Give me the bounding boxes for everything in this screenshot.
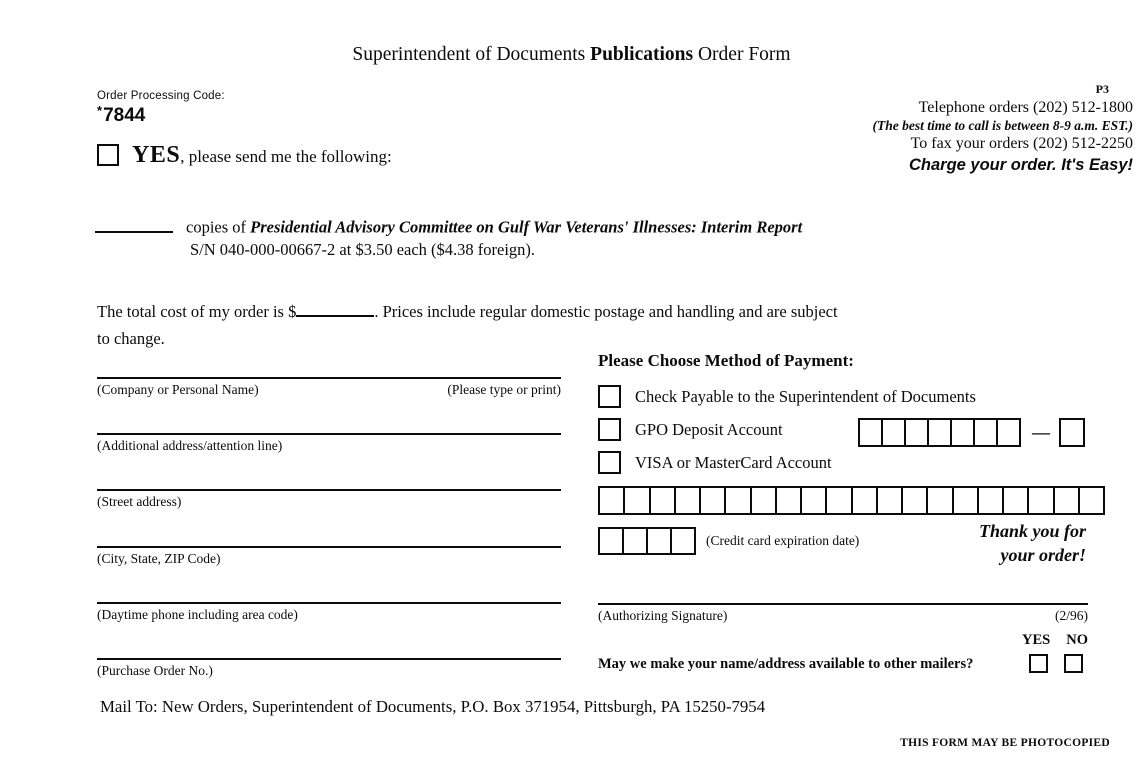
asterisk: * <box>97 103 103 118</box>
payment-option-gpo <box>598 418 783 441</box>
fax-orders-line: To fax your orders (202) 512-2250 <box>910 135 1133 152</box>
page-title <box>0 44 1143 66</box>
char-box[interactable] <box>622 527 648 555</box>
char-box[interactable] <box>1078 486 1105 515</box>
gpo-account-digit-boxes <box>858 418 1021 447</box>
mailers-question: May we make your name/address available to other mailers? <box>598 656 974 672</box>
street-address-input-line[interactable] <box>97 489 561 491</box>
best-time-note: (The best time to call is between 8-9 a.m. EST.) <box>872 118 1133 133</box>
char-box[interactable] <box>904 418 929 447</box>
company-name-label: (Company or Personal Name) <box>97 382 259 397</box>
field-daytime-phone <box>97 602 561 623</box>
yes-row <box>97 142 392 169</box>
field-authorizing-signature <box>598 603 1088 624</box>
char-box[interactable] <box>977 486 1004 515</box>
additional-address-label: (Additional address/attention line) <box>97 438 283 453</box>
char-box[interactable] <box>670 527 696 555</box>
total-cost-paragraph <box>97 298 1057 352</box>
char-box[interactable] <box>699 486 726 515</box>
mailers-no-label: NO <box>1066 632 1088 648</box>
thank-you-line2: your order! <box>1000 545 1086 565</box>
yes-rest-label: , please send me the following: <box>180 147 392 166</box>
total-cost-after: . Prices include regular domestic postage and handling and are subject <box>374 302 838 321</box>
copies-input-line[interactable] <box>95 214 173 233</box>
char-box[interactable] <box>1053 486 1080 515</box>
daytime-phone-label: (Daytime phone including area code) <box>97 607 298 622</box>
copies-row <box>95 214 802 238</box>
char-box[interactable] <box>876 486 903 515</box>
visa-mastercard-checkbox[interactable] <box>598 451 621 474</box>
authorizing-signature-label: (Authorizing Signature) <box>598 608 728 623</box>
form-date: (2/96) <box>1055 608 1088 623</box>
credit-card-number-boxes <box>598 486 1105 515</box>
char-box[interactable] <box>674 486 701 515</box>
field-company-name <box>97 377 561 398</box>
char-box[interactable] <box>598 527 624 555</box>
city-state-zip-label: (City, State, ZIP Code) <box>97 551 221 566</box>
gpo-account-suffix-box <box>1059 418 1085 447</box>
payment-method-heading: Please Choose Method of Payment: <box>598 351 854 370</box>
company-name-input-line[interactable] <box>97 377 561 379</box>
order-processing-code-block <box>97 90 225 127</box>
field-purchase-order <box>97 658 561 679</box>
title-prefix: Superintendent of Documents <box>352 44 591 65</box>
field-city-state-zip <box>97 546 561 567</box>
title-suffix: Order Form <box>693 44 791 65</box>
field-additional-address <box>97 433 561 454</box>
publication-title: Presidential Advisory Committee on Gulf War Veterans' Illnesses: Interim Report <box>250 217 803 237</box>
contact-block <box>873 80 1133 174</box>
mailers-yes-label: YES <box>1022 632 1051 648</box>
order-code-value: 7844 <box>103 105 146 126</box>
charge-your-order-note: Charge your order. It's Easy! <box>909 156 1133 174</box>
char-box[interactable] <box>1059 418 1085 447</box>
payment-option-visa <box>598 451 832 474</box>
thank-you-note <box>979 519 1086 567</box>
char-box[interactable] <box>649 486 676 515</box>
title-bold: Publications <box>590 44 694 65</box>
char-box[interactable] <box>623 486 650 515</box>
char-box[interactable] <box>598 486 625 515</box>
char-box[interactable] <box>950 418 975 447</box>
thank-you-line1: Thank you for <box>978 521 1086 541</box>
char-box[interactable] <box>996 418 1021 447</box>
daytime-phone-input-line[interactable] <box>97 602 561 604</box>
page-code: P3 <box>1095 82 1109 96</box>
additional-address-input-line[interactable] <box>97 433 561 435</box>
char-box[interactable] <box>881 418 906 447</box>
char-box[interactable] <box>952 486 979 515</box>
order-processing-label: Order Processing Code: <box>97 90 225 102</box>
mail-to-line: Mail To: New Orders, Superintendent of Documents, P.O. Box 371954, Pittsburgh, PA 15250-7954 <box>100 697 766 716</box>
copies-of-label: copies of <box>186 217 251 237</box>
visa-mastercard-label: VISA or MasterCard Account <box>635 452 832 472</box>
yes-label: YES <box>132 142 181 168</box>
char-box[interactable] <box>825 486 852 515</box>
please-type-note: (Please type or print) <box>447 382 561 397</box>
expiration-date-label: (Credit card expiration date) <box>706 533 860 548</box>
char-box[interactable] <box>1027 486 1054 515</box>
gpo-account-boxes <box>858 418 1085 447</box>
gpo-dash: — <box>1032 422 1050 442</box>
mailers-yes-no-header <box>1022 632 1088 649</box>
city-state-zip-input-line[interactable] <box>97 546 561 548</box>
char-box[interactable] <box>775 486 802 515</box>
order-processing-code <box>97 103 225 127</box>
total-cost-input-line[interactable] <box>296 299 374 318</box>
photocopy-note: THIS FORM MAY BE PHOTOCOPIED <box>900 737 1110 749</box>
gpo-deposit-label: GPO Deposit Account <box>635 419 783 439</box>
authorizing-signature-input-line[interactable] <box>598 603 1088 605</box>
char-box[interactable] <box>750 486 777 515</box>
char-box[interactable] <box>858 418 883 447</box>
char-box[interactable] <box>724 486 751 515</box>
street-address-label: (Street address) <box>97 494 182 509</box>
char-box[interactable] <box>927 418 952 447</box>
stock-number-line: S/N 040-000-00667-2 at $3.50 each ($4.38 foreign). <box>190 240 536 259</box>
mailers-yes-checkbox[interactable] <box>1029 654 1048 673</box>
field-street-address <box>97 489 561 510</box>
gpo-deposit-checkbox[interactable] <box>598 418 621 441</box>
char-box[interactable] <box>973 418 998 447</box>
char-box[interactable] <box>800 486 827 515</box>
char-box[interactable] <box>1002 486 1029 515</box>
yes-checkbox[interactable] <box>97 144 119 166</box>
char-box[interactable] <box>901 486 928 515</box>
purchase-order-label: (Purchase Order No.) <box>97 663 213 678</box>
purchase-order-input-line[interactable] <box>97 658 561 660</box>
payment-option-check <box>598 385 976 408</box>
total-cost-line2: to change. <box>97 329 165 348</box>
char-box[interactable] <box>646 527 672 555</box>
check-payable-checkbox[interactable] <box>598 385 621 408</box>
mailers-no-checkbox[interactable] <box>1064 654 1083 673</box>
telephone-orders-line: Telephone orders (202) 512-1800 <box>918 99 1133 116</box>
expiration-date-boxes <box>598 527 696 555</box>
total-cost-before: The total cost of my order is $ <box>97 302 297 321</box>
check-payable-label: Check Payable to the Superintendent of Documents <box>635 386 976 406</box>
char-box[interactable] <box>851 486 878 515</box>
char-box[interactable] <box>926 486 953 515</box>
